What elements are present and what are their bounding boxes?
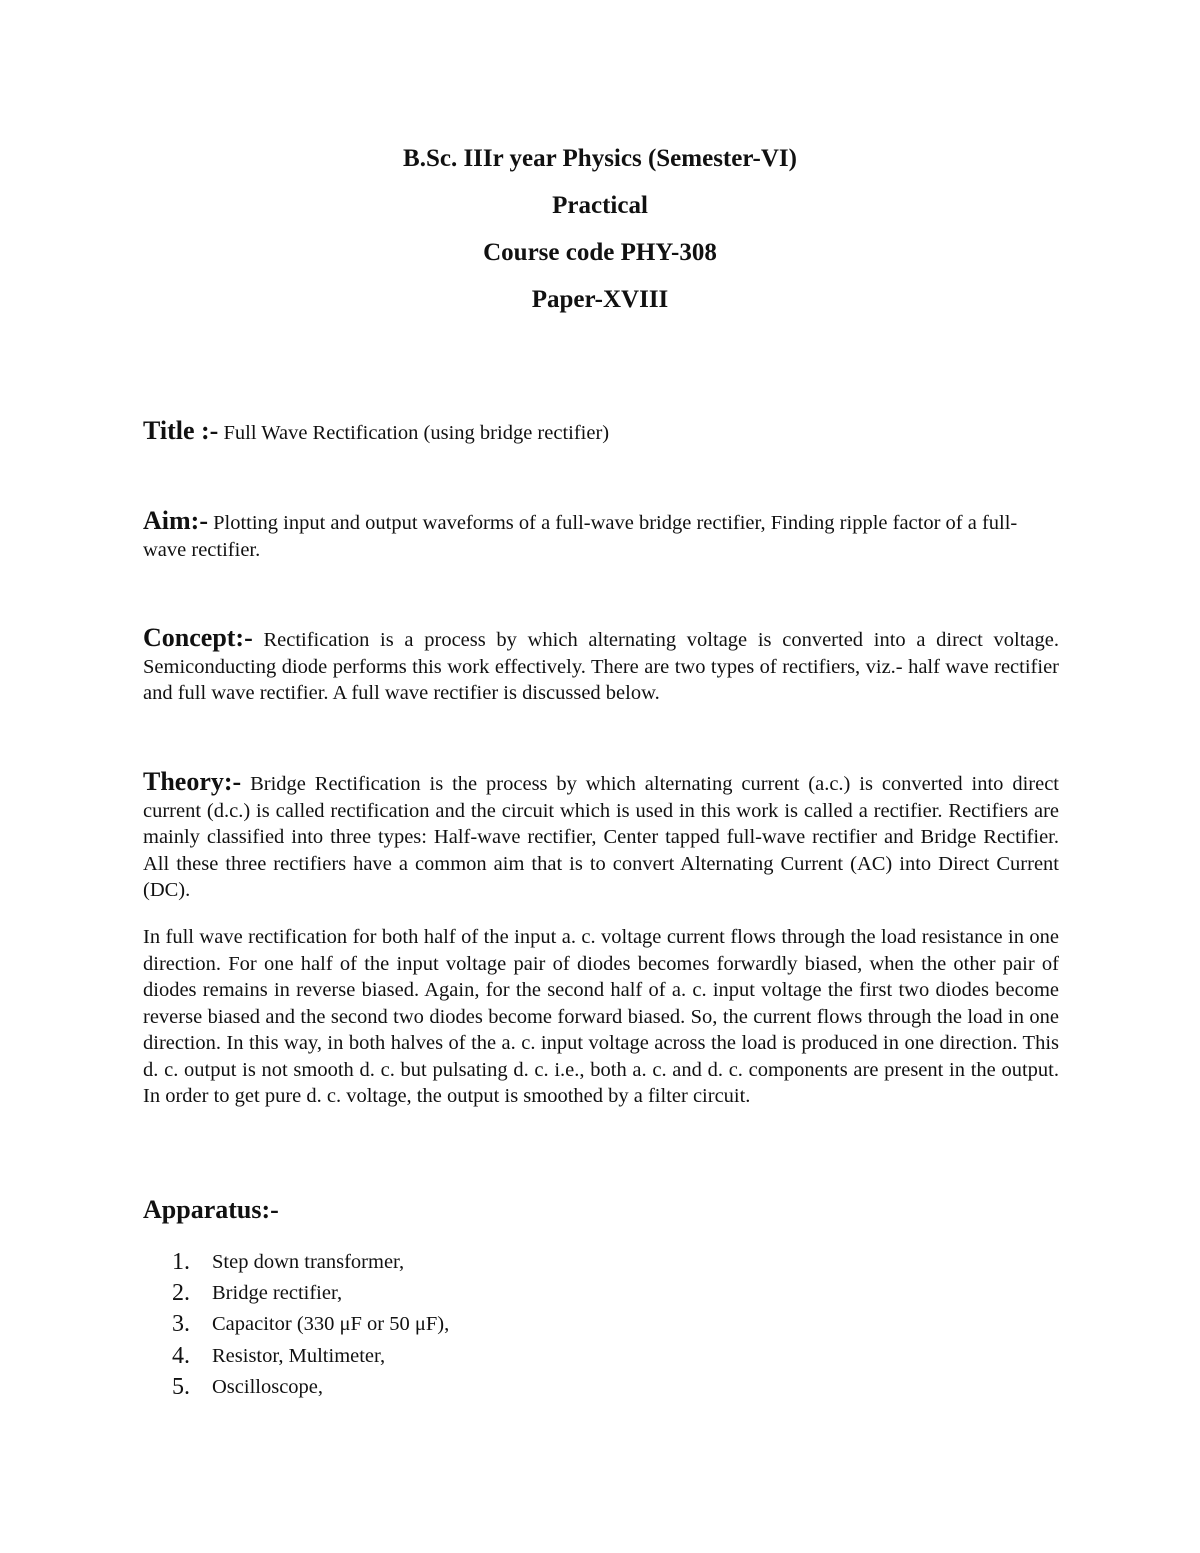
list-item-number: 4. (172, 1342, 190, 1369)
apparatus-label: Apparatus:- (143, 1195, 279, 1224)
concept-label: Concept:- (143, 623, 253, 652)
list-item (172, 1309, 449, 1340)
concept-section (143, 625, 1059, 707)
aim-label: Aim:- (143, 506, 208, 535)
practical-heading: Practical (552, 192, 648, 219)
list-item (172, 1247, 449, 1278)
list-item-text: Resistor, Multimeter, (212, 1344, 386, 1367)
list-item-number: 5. (172, 1373, 190, 1400)
theory-label: Theory:- (143, 767, 242, 796)
apparatus-list (172, 1247, 449, 1403)
list-item-number: 1. (172, 1249, 190, 1275)
course-heading: B.Sc. IIIr year Physics (Semester-VI) (403, 145, 797, 172)
list-item-text: Capacitor (330 μF or 50 μF), (212, 1313, 450, 1336)
course-code-heading: Course code PHY-308 (483, 239, 717, 266)
list-item (172, 1372, 449, 1403)
aim-text: Plotting input and output waveforms of a full-wave bridge rectifier, Finding ripple factor of a full-wave rectifier. (143, 512, 1018, 561)
theory-paragraph-2: In full wave rectification for both half of the input a. c. voltage current flows through the load resistance in one direction. For one half of the input voltage pair of diodes becomes forwardly biased, when the other pair of diodes remains in reverse biased. Again, for the second half of a. c. input voltage the first two diodes become reverse biased and the second two diodes become forward biased. So, the current flows through the load in one direction. In this way, in both halves of the a. c. input voltage across the load is produced in one direction. This d. c. output is not smooth d. c. but pulsating d. c. i.e., both a. c. and d. c. components are present in the output. In order to get pure d. c. voltage, the output is smoothed by a filter circuit. (143, 926, 1059, 1107)
title-section (143, 418, 1059, 447)
concept-text: Rectification is a process by which alternating voltage is converted into a direct voltage. Semiconducting diode performs this work effectively. There are two types of rectifiers, viz.- half wave rectifier and full wave rectifier. A full wave rectifier is discussed below. (143, 629, 1059, 704)
theory-text: Bridge Rectification is the process by which alternating current (a.c.) is converted into direct current (d.c.) is called rectification and the circuit which is used in this work is called a rectifier. Rectifiers are mainly classified into three types: Half-wave rectifier, Center tapped full-wave rectifier and Bridge Rectifier. All these three rectifiers have a common aim that is to convert Alternating Current (AC) into Direct Current (DC). (143, 773, 1059, 901)
list-item-text: Step down transformer, (212, 1251, 405, 1273)
apparatus-heading (143, 1197, 1059, 1226)
list-item-number: 3. (172, 1311, 190, 1338)
list-item (172, 1278, 449, 1309)
aim-section (143, 508, 1059, 563)
theory-section (143, 769, 1059, 904)
list-item (172, 1341, 449, 1372)
title-label: Title :- (143, 416, 219, 445)
list-item-text: Oscilloscope, (212, 1375, 324, 1398)
list-item-number: 2. (172, 1280, 190, 1307)
paper-heading: Paper-XVIII (531, 286, 669, 313)
list-item-text: Bridge rectifier, (212, 1282, 343, 1305)
title-text: Full Wave Rectification (using bridge rectifier) (218, 422, 610, 444)
